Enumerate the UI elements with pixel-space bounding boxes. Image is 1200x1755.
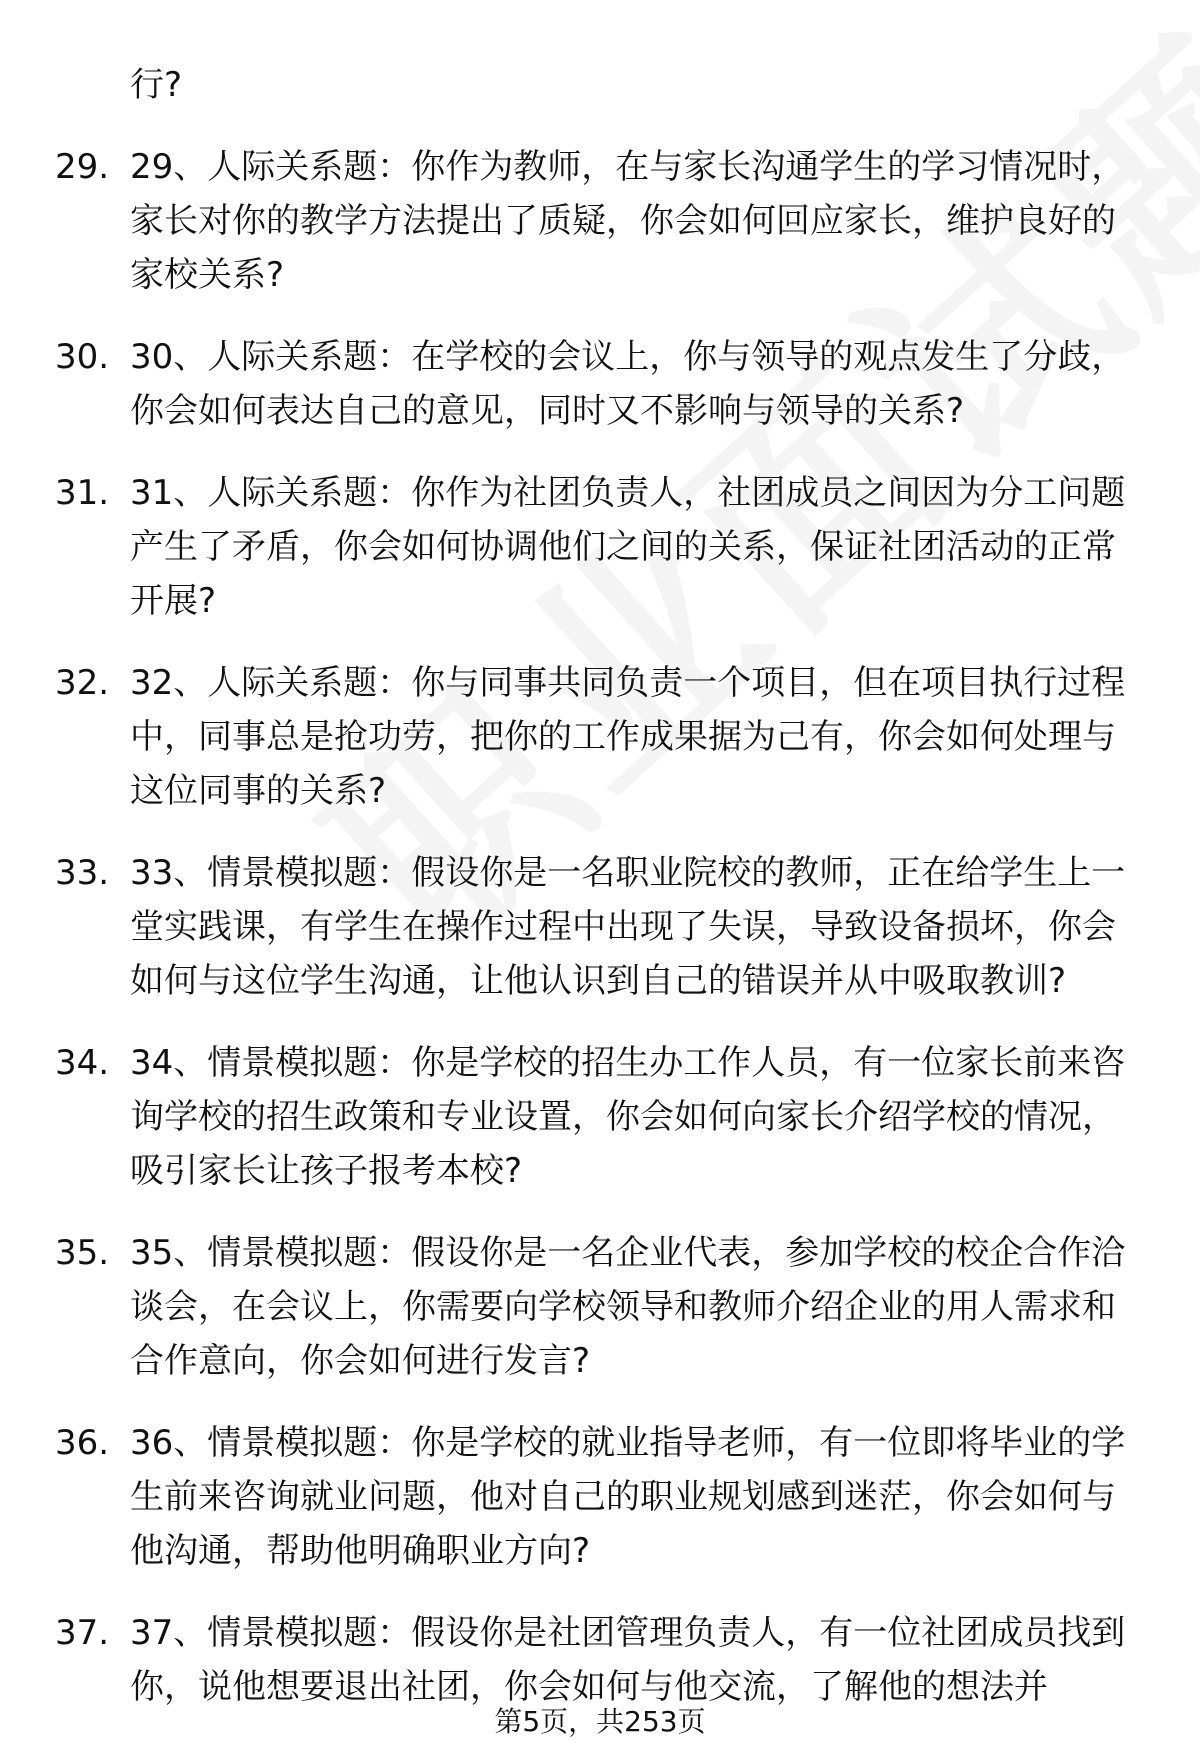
item-number: 32. [55, 663, 110, 703]
item-number: 33. [55, 853, 110, 893]
list-item [55, 1036, 1145, 1198]
item-number: 31. [55, 473, 110, 513]
item-text: 31、人际关系题：你作为社团负责人，社团成员之间因为分工问题产生了矛盾，你会如何协调他们之间的关系，保证社团活动的正常开展? [130, 473, 1126, 621]
page-footer: 第5页，共253页 [494, 1705, 706, 1738]
list-item [55, 656, 1145, 818]
item-number: 35. [55, 1233, 110, 1273]
list-item [55, 1226, 1145, 1388]
list-item [55, 846, 1145, 1008]
item-text: 33、情景模拟题：假设你是一名职业院校的教师，正在给学生上一堂实践课，有学生在操作过程中出现了失误，导致设备损坏，你会如何与这位学生沟通，让他认识到自己的错误并从中吸取教训? [130, 853, 1126, 1001]
item-text: 37、情景模拟题：假设你是社团管理负责人，有一位社团成员找到你，说他想要退出社团，你会如何与他交流，了解他的想法并 [130, 1613, 1126, 1707]
list-item [55, 330, 1145, 438]
item-text: 36、情景模拟题：你是学校的就业指导老师，有一位即将毕业的学生前来咨询就业问题，他对自己的职业规划感到迷茫，你会如何与他沟通，帮助他明确职业方向? [130, 1423, 1126, 1571]
item-text: 30、人际关系题：在学校的会议上，你与领导的观点发生了分歧，你会如何表达自己的意见，同时又不影响与领导的关系? [130, 337, 1126, 431]
list-item [55, 466, 1145, 628]
item-number: 37. [55, 1613, 110, 1653]
item-number: 29. [55, 147, 110, 187]
carryover-text: 行? [130, 65, 183, 105]
list-item [55, 1606, 1145, 1714]
question-list [0, 58, 1200, 1742]
item-text: 34、情景模拟题：你是学校的招生办工作人员，有一位家长前来咨询学校的招生政策和专业设置，你会如何向家长介绍学校的情况，吸引家长让孩子报考本校? [130, 1043, 1126, 1191]
item-text: 32、人际关系题：你与同事共同负责一个项目，但在项目执行过程中，同事总是抢功劳，把你的工作成果据为己有，你会如何处理与这位同事的关系? [130, 663, 1126, 811]
item-text: 35、情景模拟题：假设你是一名企业代表，参加学校的校企合作洽谈会，在会议上，你需要向学校领导和教师介绍企业的用人需求和合作意向，你会如何进行发言? [130, 1233, 1126, 1381]
list-item [55, 1416, 1145, 1578]
item-number: 34. [55, 1043, 110, 1083]
item-text: 29、人际关系题：你作为教师，在与家长沟通学生的学习情况时，家长对你的教学方法提出了质疑，你会如何回应家长，维护良好的家校关系? [130, 147, 1126, 295]
item-number: 30. [55, 337, 110, 377]
list-item [55, 140, 1145, 302]
item-number: 36. [55, 1423, 110, 1463]
